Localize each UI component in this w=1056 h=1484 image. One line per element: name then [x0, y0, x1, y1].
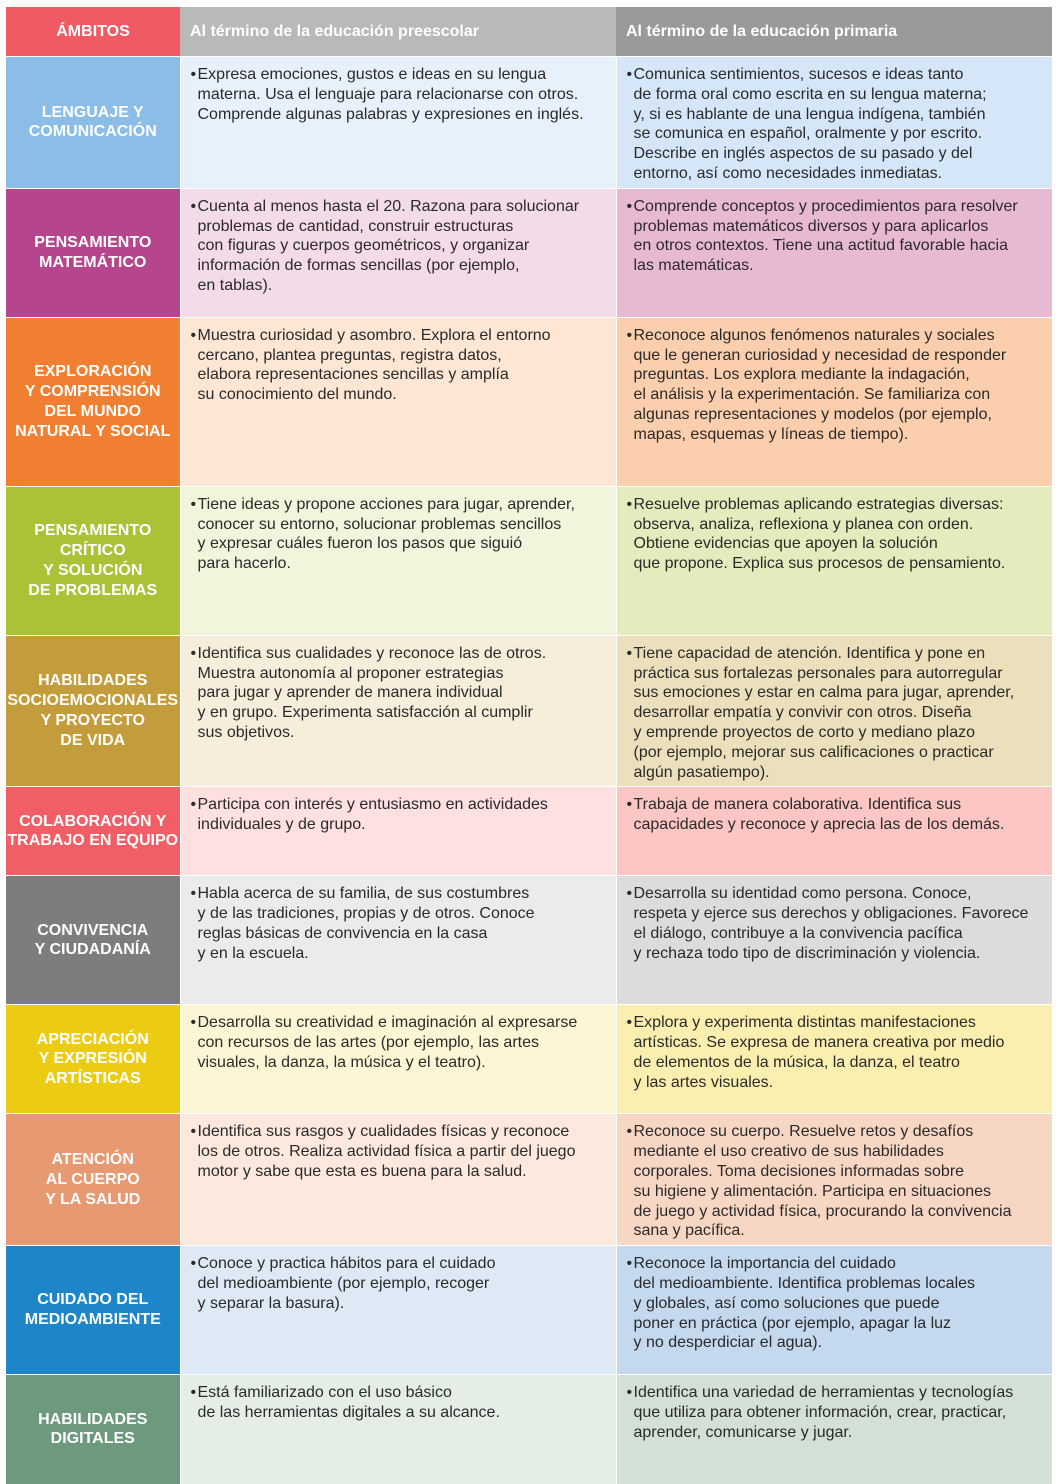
- bullet-icon: •: [626, 885, 633, 903]
- primaria-cell: [616, 1005, 1052, 1114]
- bullet-icon: •: [190, 495, 197, 513]
- table-row: [6, 57, 1052, 189]
- preescolar-text: Identifica sus cualidades y reconoce las de otros. Muestra autonomía al proponer estrategias para jugar y aprender de manera individual y en grupo. Experimenta satisfacción al cumplir sus objetivos.: [197, 644, 547, 741]
- primaria-text: Reconoce la importancia del cuidado del medioambiente. Identifica problemas locales y globales, así como soluciones que puede poner en práctica (por ejemplo, apagar la luz y no desperdiciar el agua).: [633, 1255, 976, 1352]
- bullet-icon: •: [626, 197, 633, 215]
- primaria-cell: [616, 57, 1052, 189]
- primaria-cell: [616, 1114, 1052, 1246]
- header-preescolar: Al término de la educación preescolar: [180, 7, 616, 57]
- preescolar-cell: [180, 787, 616, 876]
- bullet-icon: •: [626, 796, 633, 814]
- bullet-icon: •: [626, 644, 633, 662]
- bullet-icon: •: [190, 644, 197, 662]
- bullet-icon: •: [190, 1014, 197, 1032]
- primaria-text: Comunica sentimientos, sucesos e ideas tanto de forma oral como escrita en su lengua materna; y, si es hablante de una lengua indígena, también se comunica en español, oralmente y por escrito. Describe en inglés aspectos de su pasado y del entorno, así como necesidades inmediatas.: [633, 66, 987, 182]
- bullet-icon: •: [626, 1123, 633, 1141]
- bullet-icon: •: [626, 1255, 633, 1273]
- preescolar-cell: [180, 876, 616, 1005]
- primaria-cell: [616, 486, 1052, 635]
- bullet-icon: •: [190, 885, 197, 903]
- bullet-icon: •: [626, 66, 633, 83]
- preescolar-text: Conoce y practica hábitos para el cuidado del medioambiente (por ejemplo, recoger y separar la basura).: [197, 1255, 496, 1312]
- bullet-icon: •: [626, 495, 633, 513]
- primaria-cell: [616, 188, 1052, 317]
- table-row: [6, 1375, 1052, 1484]
- preescolar-cell: [180, 1246, 616, 1375]
- preescolar-text: Muestra curiosidad y asombro. Explora el entorno cercano, plantea preguntas, registra datos, elabora representaciones sencillas y amplía su conocimiento del mundo.: [197, 326, 551, 404]
- preescolar-cell: [180, 1005, 616, 1114]
- table-row: [6, 787, 1052, 876]
- primaria-text: Reconoce algunos fenómenos naturales y sociales que le generan curiosidad y necesidad de responder preguntas. Los explora mediante la indagación, el análisis y la experimentación. Se familiariza con algunas representaciones y modelos (por ejemplo, mapas, esquemas y líneas de tiempo).: [633, 326, 1007, 443]
- ambito-label: LENGUAJE Y COMUNICACIÓN: [6, 57, 180, 189]
- preescolar-text: Desarrolla su creatividad e imaginación al expresarse con recursos de las artes (por ejemplo, las artes visuales, la danza, la música y el teatro).: [197, 1014, 578, 1071]
- table-row: [6, 1114, 1052, 1246]
- table-row: [6, 188, 1052, 317]
- preescolar-text: Habla acerca de su familia, de sus costumbres y de las tradiciones, propias y de otros. Conoce reglas básicas de convivencia en la casa y en la escuela.: [197, 885, 535, 962]
- preescolar-text: Está familiarizado con el uso básico de las herramientas digitales a su alcance.: [197, 1384, 500, 1421]
- ambito-label: PENSAMIENTO MATEMÁTICO: [6, 188, 180, 317]
- preescolar-cell: [180, 1114, 616, 1246]
- ambito-label: ATENCIÓN AL CUERPO Y LA SALUD: [6, 1114, 180, 1246]
- header-row: [6, 7, 1052, 57]
- table-row: [6, 635, 1052, 787]
- ambito-label: PENSAMIENTO CRÍTICO Y SOLUCIÓN DE PROBLEMAS: [6, 486, 180, 635]
- table-row: [6, 486, 1052, 635]
- table-row: [6, 317, 1052, 486]
- primaria-text: Identifica una variedad de herramientas y tecnologías que utiliza para obtener información, crear, practicar, aprender, comunicarse y jugar.: [633, 1384, 1014, 1441]
- primaria-cell: [616, 1246, 1052, 1375]
- bullet-icon: •: [626, 1014, 633, 1032]
- ambito-label: EXPLORACIÓN Y COMPRENSIÓN DEL MUNDO NATURAL Y SOCIAL: [6, 317, 180, 486]
- preescolar-cell: [180, 635, 616, 787]
- primaria-cell: [616, 1375, 1052, 1484]
- ambitos-table: [6, 7, 1052, 1484]
- ambito-label: CUIDADO DEL MEDIOAMBIENTE: [6, 1246, 180, 1375]
- bullet-icon: •: [190, 1384, 197, 1402]
- preescolar-text: Tiene ideas y propone acciones para jugar, aprender, conocer su entorno, solucionar problemas sencillos y expresar cuáles fueron los pasos que siguió para hacerlo.: [197, 495, 575, 573]
- preescolar-cell: [180, 486, 616, 635]
- primaria-text: Tiene capacidad de atención. Identifica y pone en práctica sus fortalezas personales para autorregular sus emociones y estar en calma para jugar, aprender, desarrollar empatía y convivir con otros. Diseña y emprende proyectos de corto y mediano plazo (por ejemplo, mejorar sus calificaciones o practicar algún pasatiempo).: [633, 644, 1015, 781]
- bullet-icon: •: [626, 326, 633, 344]
- primaria-cell: [616, 317, 1052, 486]
- bullet-icon: •: [626, 1384, 633, 1402]
- primaria-text: Explora y experimenta distintas manifestaciones artísticas. Se expresa de manera creativa por medio de elementos de la música, la danza, el teatro y las artes visuales.: [633, 1014, 1005, 1091]
- preescolar-text: Identifica sus rasgos y cualidades físicas y reconoce los de otros. Realiza actividad física a partir del juego motor y sabe que esta es buena para la salud.: [197, 1123, 576, 1180]
- primaria-text: Reconoce su cuerpo. Resuelve retos y desafíos mediante el uso creativo de sus habilidades corporales. Toma decisiones informadas sobre su higiene y alimentación. Participa en situaciones de juego y actividad física, procurando la convivencia sana y pacífica.: [633, 1123, 1012, 1240]
- table-row: [6, 1005, 1052, 1114]
- preescolar-cell: [180, 188, 616, 317]
- bullet-icon: •: [190, 796, 197, 814]
- primaria-cell: [616, 787, 1052, 876]
- primaria-text: Desarrolla su identidad como persona. Conoce, respeta y ejerce sus derechos y obligaciones. Favorece el diálogo, contribuye a la convivencia pacífica y rechaza todo tipo de discriminación y violencia.: [633, 885, 1029, 962]
- primaria-text: Comprende conceptos y procedimientos para resolver problemas matemáticos diversos y para aplicarlos en otros contextos. Tiene una actitud favorable hacia las matemáticas.: [633, 197, 1018, 275]
- table-row: [6, 876, 1052, 1005]
- ambito-label: CONVIVENCIA Y CIUDADANÍA: [6, 876, 180, 1005]
- preescolar-cell: [180, 57, 616, 189]
- header-primaria: Al término de la educación primaria: [616, 7, 1052, 57]
- bullet-icon: •: [190, 197, 197, 215]
- preescolar-text: Cuenta al menos hasta el 20. Razona para solucionar problemas de cantidad, construir estructuras con figuras y cuerpos geométricos, y organizar información de formas sencillas (por ejemplo, en tablas).: [197, 197, 580, 294]
- primaria-text: Resuelve problemas aplicando estrategias diversas: observa, analiza, reflexiona y planea con orden. Obtiene evidencias que apoyen la solución que propone. Explica sus procesos de pensamiento.: [633, 495, 1006, 573]
- primaria-text: Trabaja de manera colaborativa. Identifica sus capacidades y reconoce y aprecia las de los demás.: [633, 796, 1005, 834]
- ambito-label: APRECIACIÓN Y EXPRESIÓN ARTÍSTICAS: [6, 1005, 180, 1114]
- primaria-cell: [616, 876, 1052, 1005]
- primaria-cell: [616, 635, 1052, 787]
- bullet-icon: •: [190, 66, 197, 83]
- preescolar-cell: [180, 317, 616, 486]
- ambito-label: COLABORACIÓN Y TRABAJO EN EQUIPO: [6, 787, 180, 876]
- preescolar-text: Expresa emociones, gustos e ideas en su lengua materna. Usa el lenguaje para relacionarse con otros. Comprende algunas palabras y expresiones en inglés.: [197, 66, 584, 123]
- preescolar-cell: [180, 1375, 616, 1484]
- preescolar-text: Participa con interés y entusiasmo en actividades individuales y de grupo.: [197, 796, 548, 834]
- bullet-icon: •: [190, 326, 197, 344]
- bullet-icon: •: [190, 1123, 197, 1141]
- bullet-icon: •: [190, 1255, 197, 1273]
- ambito-label: HABILIDADES DIGITALES: [6, 1375, 180, 1484]
- header-ambitos: ÁMBITOS: [6, 7, 180, 57]
- ambito-label: HABILIDADES SOCIOEMOCIONALES Y PROYECTO DE VIDA: [6, 635, 180, 787]
- table-row: [6, 1246, 1052, 1375]
